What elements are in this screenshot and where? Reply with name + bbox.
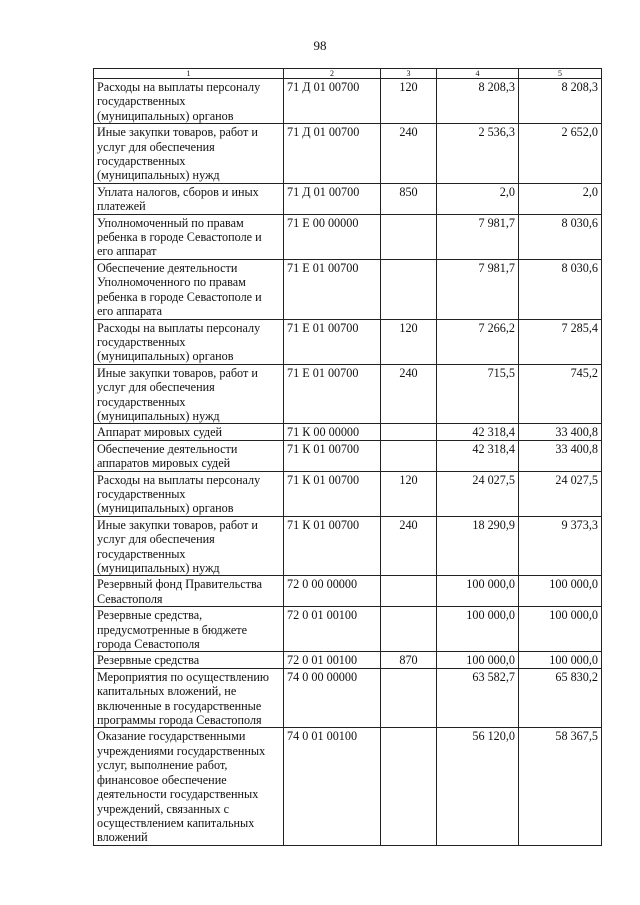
table-row xyxy=(94,424,602,440)
row-expense-type: 120 xyxy=(381,319,437,364)
row-amount-year-2: 8 030,6 xyxy=(519,259,602,319)
row-expense-type: 240 xyxy=(381,124,437,184)
row-expense-type: 240 xyxy=(381,516,437,576)
row-name: Уполномоченный по правам ребенка в городе Севастополе и его аппарат xyxy=(94,214,284,259)
row-name: Расходы на выплаты персоналу государственных (муниципальных) органов xyxy=(94,79,284,124)
row-amount-year-2: 100 000,0 xyxy=(519,652,602,668)
row-name: Уплата налогов, сборов и иных платежей xyxy=(94,183,284,214)
row-name: Иные закупки товаров, работ и услуг для обеспечения государственных (муниципальных) нужд xyxy=(94,124,284,184)
row-amount-year-1: 100 000,0 xyxy=(437,607,519,652)
table-row xyxy=(94,652,602,668)
row-amount-year-1: 7 266,2 xyxy=(437,319,519,364)
row-expense-type xyxy=(381,259,437,319)
row-name: Мероприятия по осуществлению капитальных вложений, не включенные в государственные программы города Севастополя xyxy=(94,668,284,728)
row-amount-year-2: 9 373,3 xyxy=(519,516,602,576)
row-code: 71 Е 01 00700 xyxy=(284,259,381,319)
row-amount-year-2: 2,0 xyxy=(519,183,602,214)
table-row xyxy=(94,214,602,259)
row-expense-type xyxy=(381,214,437,259)
row-code: 71 Е 00 00000 xyxy=(284,214,381,259)
header-col-5: 5 xyxy=(519,69,602,79)
row-expense-type: 240 xyxy=(381,364,437,424)
row-amount-year-2: 33 400,8 xyxy=(519,424,602,440)
header-col-1: 1 xyxy=(94,69,284,79)
row-amount-year-1: 100 000,0 xyxy=(437,576,519,607)
header-col-3: 3 xyxy=(381,69,437,79)
header-col-2: 2 xyxy=(284,69,381,79)
row-code: 71 Е 01 00700 xyxy=(284,319,381,364)
row-name: Расходы на выплаты персоналу государственных (муниципальных) органов xyxy=(94,319,284,364)
row-amount-year-2: 100 000,0 xyxy=(519,576,602,607)
row-expense-type xyxy=(381,728,437,845)
row-code: 72 0 00 00000 xyxy=(284,576,381,607)
row-amount-year-1: 24 027,5 xyxy=(437,471,519,516)
row-code: 71 К 00 00000 xyxy=(284,424,381,440)
row-amount-year-1: 56 120,0 xyxy=(437,728,519,845)
row-name: Оказание государственными учреждениями государственных услуг, выполнение работ, финансовое обеспечение деятельности государственных учреждений, связанных с осуществлением капитальных вложений xyxy=(94,728,284,845)
row-name: Иные закупки товаров, работ и услуг для обеспечения государственных (муниципальных) нужд xyxy=(94,364,284,424)
row-amount-year-2: 8 030,6 xyxy=(519,214,602,259)
row-code: 71 К 01 00700 xyxy=(284,516,381,576)
table-row xyxy=(94,728,602,845)
row-amount-year-1: 7 981,7 xyxy=(437,214,519,259)
row-amount-year-1: 42 318,4 xyxy=(437,424,519,440)
row-code: 71 К 01 00700 xyxy=(284,440,381,471)
row-name: Обеспечение деятельности аппаратов мировых судей xyxy=(94,440,284,471)
table-row xyxy=(94,668,602,728)
row-name: Резервные средства xyxy=(94,652,284,668)
row-name: Иные закупки товаров, работ и услуг для обеспечения государственных (муниципальных) нужд xyxy=(94,516,284,576)
row-expense-type xyxy=(381,424,437,440)
table-header xyxy=(94,69,602,79)
row-amount-year-1: 8 208,3 xyxy=(437,79,519,124)
table-body xyxy=(94,79,602,846)
table-row xyxy=(94,124,602,184)
page-number: 98 xyxy=(313,38,327,53)
row-amount-year-2: 8 208,3 xyxy=(519,79,602,124)
table-row xyxy=(94,471,602,516)
row-expense-type xyxy=(381,668,437,728)
table-row xyxy=(94,259,602,319)
row-code: 71 Д 01 00700 xyxy=(284,183,381,214)
row-amount-year-2: 24 027,5 xyxy=(519,471,602,516)
row-name: Резервный фонд Правительства Севастополя xyxy=(94,576,284,607)
row-expense-type xyxy=(381,607,437,652)
table-row xyxy=(94,607,602,652)
row-name: Расходы на выплаты персоналу государственных (муниципальных) органов xyxy=(94,471,284,516)
row-amount-year-2: 33 400,8 xyxy=(519,440,602,471)
row-amount-year-2: 2 652,0 xyxy=(519,124,602,184)
row-code: 74 0 01 00100 xyxy=(284,728,381,845)
row-expense-type xyxy=(381,576,437,607)
row-amount-year-2: 745,2 xyxy=(519,364,602,424)
row-code: 72 0 01 00100 xyxy=(284,652,381,668)
row-code: 72 0 01 00100 xyxy=(284,607,381,652)
row-amount-year-1: 2 536,3 xyxy=(437,124,519,184)
row-code: 74 0 00 00000 xyxy=(284,668,381,728)
row-amount-year-2: 65 830,2 xyxy=(519,668,602,728)
row-expense-type: 870 xyxy=(381,652,437,668)
row-expense-type xyxy=(381,440,437,471)
row-expense-type: 120 xyxy=(381,79,437,124)
row-amount-year-2: 7 285,4 xyxy=(519,319,602,364)
table-row xyxy=(94,576,602,607)
row-code: 71 Е 01 00700 xyxy=(284,364,381,424)
table-row xyxy=(94,79,602,124)
header-row xyxy=(94,69,602,79)
row-amount-year-1: 7 981,7 xyxy=(437,259,519,319)
table-row xyxy=(94,440,602,471)
row-amount-year-2: 100 000,0 xyxy=(519,607,602,652)
row-amount-year-1: 18 290,9 xyxy=(437,516,519,576)
table-row xyxy=(94,183,602,214)
row-amount-year-1: 715,5 xyxy=(437,364,519,424)
row-code: 71 Д 01 00700 xyxy=(284,124,381,184)
row-code: 71 К 01 00700 xyxy=(284,471,381,516)
row-name: Резервные средства, предусмотренные в бюджете города Севастополя xyxy=(94,607,284,652)
row-amount-year-1: 2,0 xyxy=(437,183,519,214)
row-expense-type: 850 xyxy=(381,183,437,214)
row-amount-year-1: 63 582,7 xyxy=(437,668,519,728)
table-row xyxy=(94,364,602,424)
row-expense-type: 120 xyxy=(381,471,437,516)
table-row xyxy=(94,516,602,576)
row-code: 71 Д 01 00700 xyxy=(284,79,381,124)
row-name: Аппарат мировых судей xyxy=(94,424,284,440)
header-col-4: 4 xyxy=(437,69,519,79)
budget-table xyxy=(93,68,602,846)
row-amount-year-1: 42 318,4 xyxy=(437,440,519,471)
row-amount-year-1: 100 000,0 xyxy=(437,652,519,668)
table-row xyxy=(94,319,602,364)
row-name: Обеспечение деятельности Уполномоченного по правам ребенка в городе Севастополе и его аппарата xyxy=(94,259,284,319)
row-amount-year-2: 58 367,5 xyxy=(519,728,602,845)
